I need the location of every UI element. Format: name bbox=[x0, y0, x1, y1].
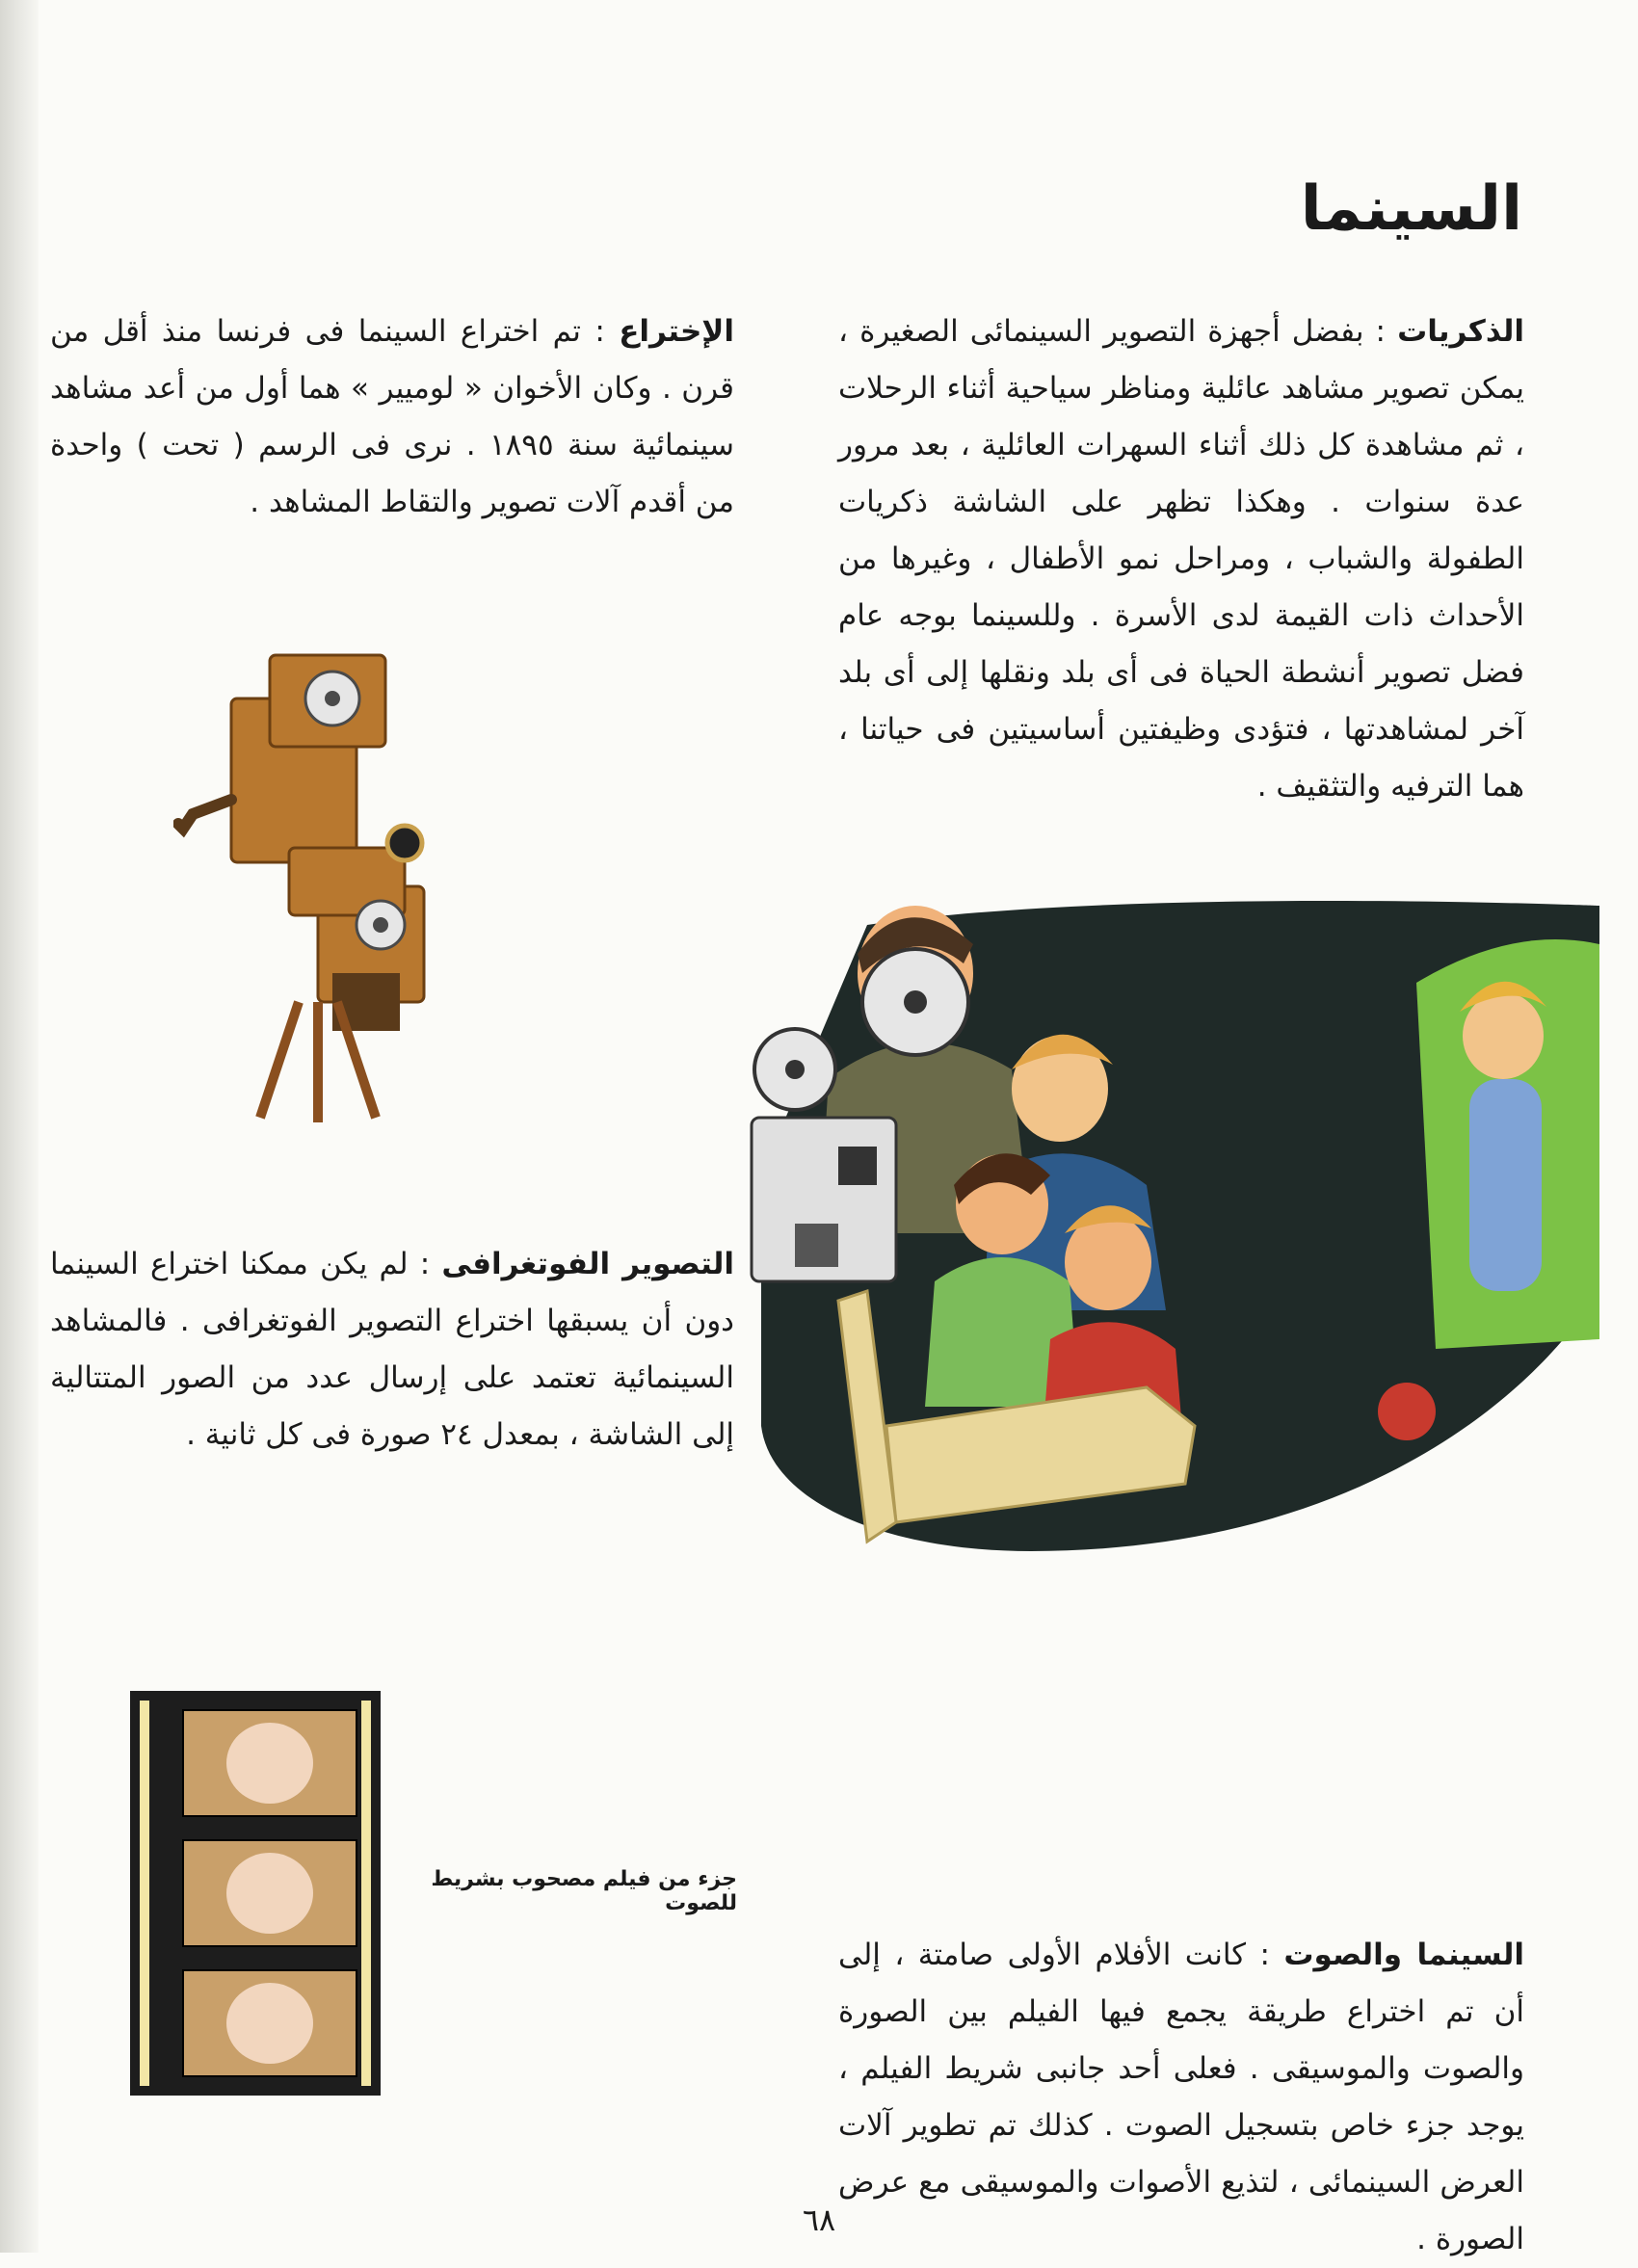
section-invention-heading: الإختراع bbox=[619, 314, 734, 349]
section-memories-heading: الذكريات bbox=[1397, 314, 1524, 349]
film-strip-illustration bbox=[120, 1691, 395, 2096]
old-camera-illustration bbox=[173, 646, 511, 1127]
section-sound-heading: السينما والصوت bbox=[1283, 1938, 1524, 1972]
section-invention bbox=[50, 303, 734, 531]
section-photography bbox=[50, 1236, 734, 1464]
section-memories bbox=[838, 303, 1524, 815]
section-sound-text: : كانت الأفلام الأولى صامتة ، إلى أن تم اختراع طريقة يجمع فيها الفيلم بين الصورة والصوت والموسيقى . فعلى أحد جانبى شريط الفيلم ، يوجد جزء خاص بتسجيل الصوت . كذلك تم تطوير آلات العرض السينمائى ، لتذيع الأصوات والموسيقى مع عرض الصورة . bbox=[838, 1938, 1524, 2256]
family-cinema-illustration bbox=[742, 886, 1609, 1580]
film-strip-caption: جزء من فيلم مصحوب بشريط للصوت bbox=[431, 1867, 737, 1915]
section-photography-heading: التصوير الفوتغرافى bbox=[441, 1247, 734, 1281]
section-photography-text: : لم يكن ممكنا اختراع السينما دون أن يسبقها اختراع التصوير الفوتغرافى . فالمشاهد السينمائية تعتمد على إرسال عدد من الصور المتتالية إلى الشاشة ، بمعدل ٢٤ صورة فى كل ثانية . bbox=[50, 1247, 734, 1452]
page-title: السينما bbox=[1300, 173, 1522, 245]
page-fold-shadow bbox=[0, 0, 39, 2253]
page-number: ٦٨ bbox=[802, 2202, 836, 2238]
section-memories-text: : بفضل أجهزة التصوير السينمائى الصغيرة ، يمكن تصوير مشاهد عائلية ومناظر سياحية أثناء الرحلات ، ثم مشاهدة كل ذلك أثناء السهرات العائلية ، بعد مرور عدة سنوات . وهكذا تظهر على الشاشة ذكريات الطفولة والشباب ، ومراحل نمو الأطفال ، وغيرها من الأحداث ذات القيمة لدى الأسرة . وللسينما بوجه عام فضل تصوير أنشطة الحياة فى أى بلد ونقلها إلى أى بلد آخر لمشاهدتها ، فتؤدى وظيفتين أساسيتين فى حياتنا ، هما الترفيه والتثقيف . bbox=[838, 314, 1524, 804]
section-invention-text: : تم اختراع السينما فى فرنسا منذ أقل من قرن . وكان الأخوان « لوميير » هما أول من أعد مشاهد سينمائية سنة ١٨٩٥ . نرى فى الرسم ( تحت ) واحدة من أقدم آلات تصوير والتقاط المشاهد . bbox=[50, 314, 735, 519]
